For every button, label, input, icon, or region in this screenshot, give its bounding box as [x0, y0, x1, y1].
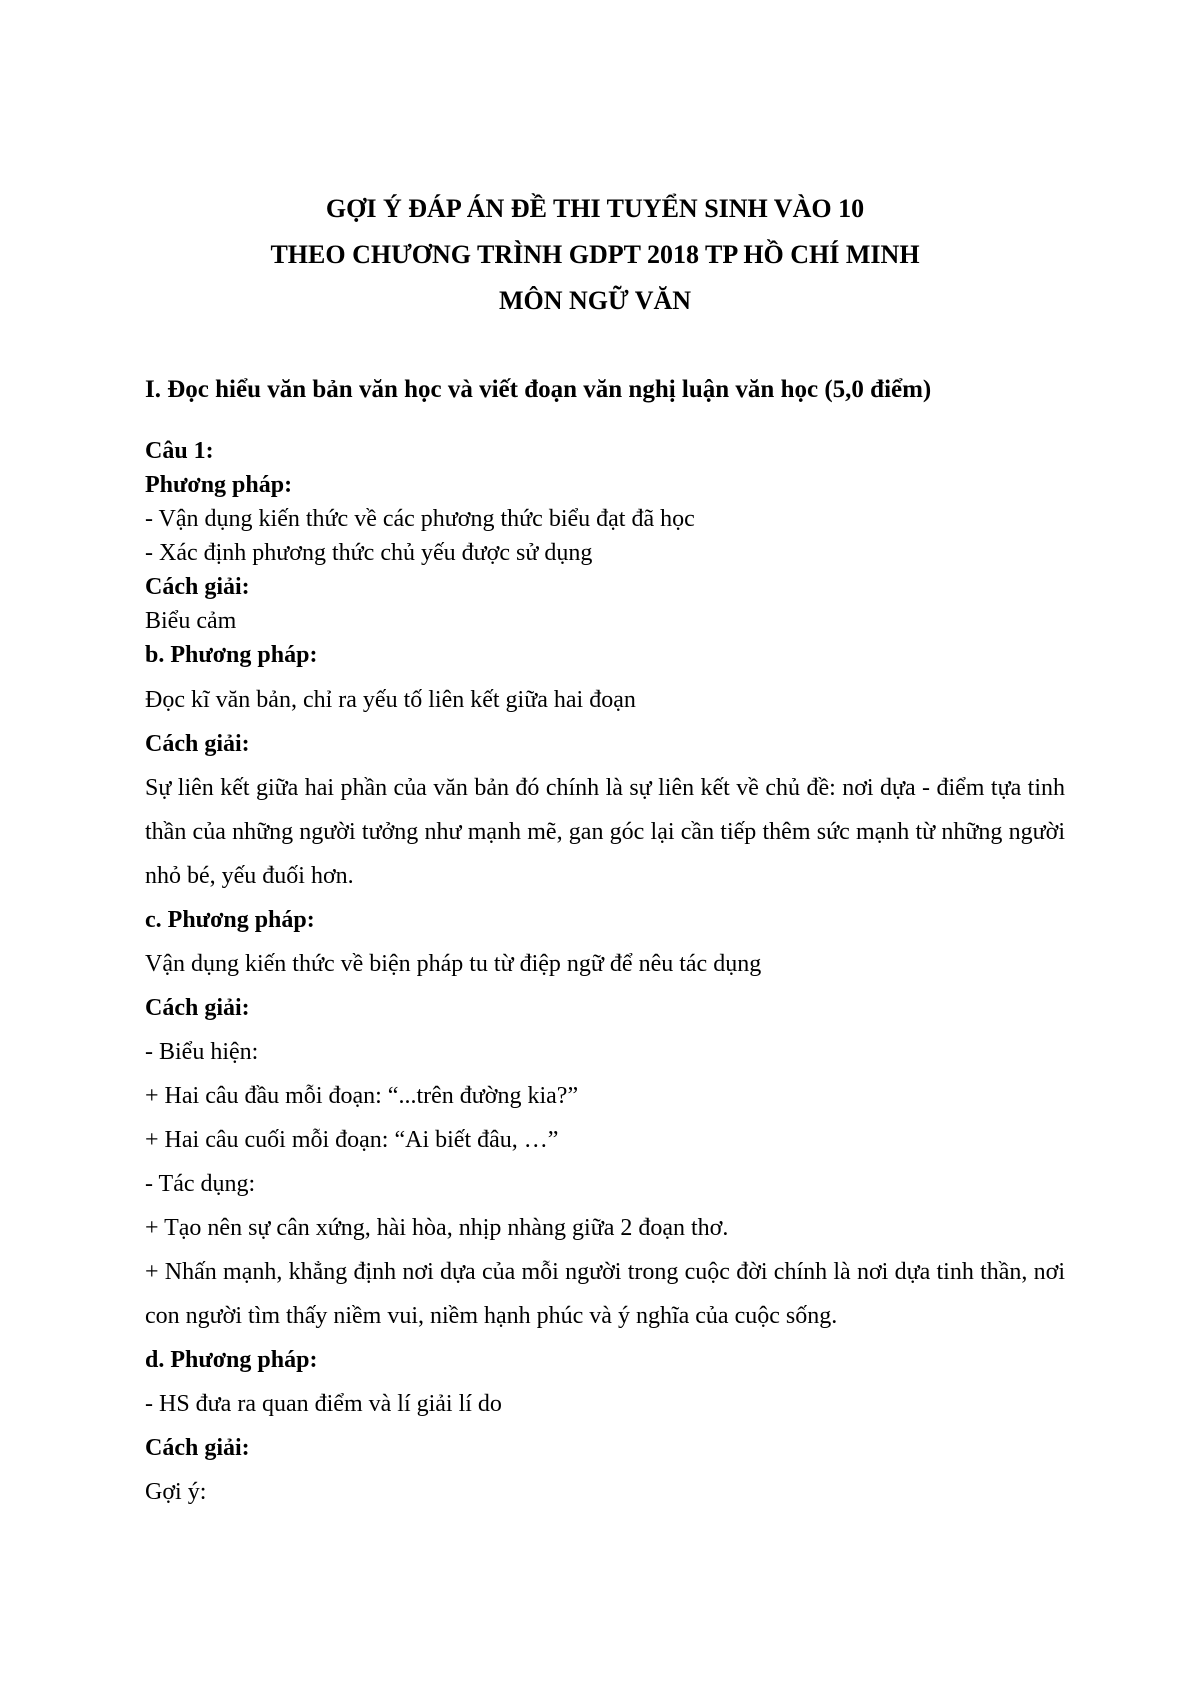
list-item: - Tác dụng: — [145, 1171, 256, 1197]
document-title — [0, 186, 1190, 324]
list-item: + Tạo nên sự cân xứng, hài hòa, nhịp nhàng giữa 2 đoạn thơ. — [145, 1215, 729, 1241]
list-item-paragraph: + Nhấn mạnh, khẳng định nơi dựa của mỗi người trong cuộc đời chính là nơi dựa tinh thần, nơi con người tìm thấy niềm vui, niềm hạnh phúc và ý nghĩa của cuộc sống. — [145, 1259, 1065, 1329]
list-item: - Biểu hiện: — [145, 1039, 259, 1065]
question-label: Câu 1: — [145, 438, 214, 464]
solution-label-b: Cách giải: — [145, 731, 250, 757]
solution-label-d: Cách giải: — [145, 1435, 250, 1461]
document-body — [145, 368, 1065, 1514]
method-label-d: d. Phương pháp: — [145, 1347, 318, 1373]
title-line-1: GỢI Ý ĐÁP ÁN ĐỀ THI TUYỂN SINH VÀO 10 — [325, 194, 865, 223]
method-text-d: - HS đưa ra quan điểm và lí giải lí do — [145, 1391, 502, 1417]
solution-text-d: Gợi ý: — [145, 1479, 207, 1505]
solution-text-a: Biểu cảm — [145, 608, 237, 634]
solution-text-b: Sự liên kết giữa hai phần của văn bản đó chính là sự liên kết về chủ đề: nơi dựa - điểm tựa tinh thần của những người tưởng như mạnh mẽ, gan góc lại cần tiếp thêm sức mạnh từ những người nhỏ bé, yếu đuối hơn. — [145, 775, 1065, 889]
section-heading: I. Đọc hiểu văn bản văn học và viết đoạn văn nghị luận văn học (5,0 điểm) — [145, 376, 932, 403]
method-text-a2: - Xác định phương thức chủ yếu được sử dụng — [145, 540, 593, 566]
method-text-b: Đọc kĩ văn bản, chỉ ra yếu tố liên kết giữa hai đoạn — [145, 687, 636, 713]
method-label-a: Phương pháp: — [145, 472, 293, 498]
title-line-3: MÔN NGỮ VĂN — [498, 286, 692, 315]
list-item: + Hai câu cuối mỗi đoạn: “Ai biết đâu, …” — [145, 1127, 559, 1153]
list-item: + Hai câu đầu mỗi đoạn: “...trên đường kia?” — [145, 1083, 579, 1109]
method-text-c: Vận dụng kiến thức về biện pháp tu từ điệp ngữ để nêu tác dụng — [145, 951, 762, 977]
method-label-b: b. Phương pháp: — [145, 642, 318, 668]
solution-label-c: Cách giải: — [145, 995, 250, 1021]
method-text-a1: - Vận dụng kiến thức về các phương thức biểu đạt đã học — [145, 506, 695, 532]
solution-label-a: Cách giải: — [145, 574, 250, 600]
method-label-c: c. Phương pháp: — [145, 907, 315, 933]
title-line-2: THEO CHƯƠNG TRÌNH GDPT 2018 TP HỒ CHÍ MINH — [270, 240, 920, 269]
